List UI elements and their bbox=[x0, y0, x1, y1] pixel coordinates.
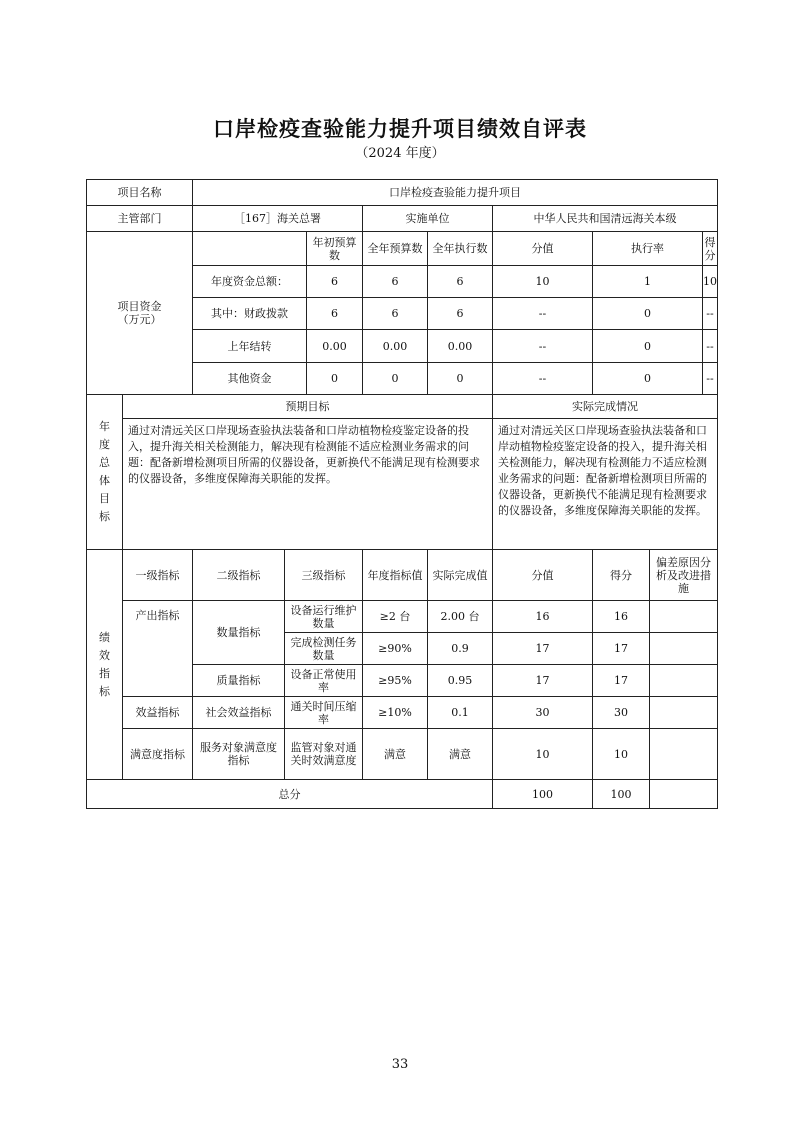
level2-social: 社会效益指标 bbox=[192, 696, 285, 729]
funds-label bbox=[86, 231, 193, 395]
funds-row-exec: 0.00 bbox=[427, 329, 493, 363]
funds-row-initial: 6 bbox=[306, 297, 363, 330]
dept-value: ［167］海关总署 bbox=[192, 205, 363, 232]
perf-row-deviation bbox=[649, 600, 718, 633]
perf-row-target: ≥2 台 bbox=[362, 600, 428, 633]
funds-row-score-value: -- bbox=[492, 362, 593, 395]
perf-row-deviation bbox=[649, 728, 718, 780]
project-name-label: 项目名称 bbox=[86, 179, 193, 206]
actual-text: 通过对清远关区口岸现场查验执法装备和口岸动植物检疫鉴定设备的投入，提升海关相关检测能力，解决现有检测能力不适应检测业务需求的问题：配备新增检测项目所需的仪器设备，更新换代不能满足现有检测要求的仪器设备，多维度保障海关职能的发挥。 bbox=[492, 418, 718, 550]
funds-row-annual: 0 bbox=[362, 362, 428, 395]
funds-row-annual: 0.00 bbox=[362, 329, 428, 363]
unit-label: 实施单位 bbox=[362, 205, 493, 232]
header-deviation: 偏差原因分析及改进措施 bbox=[649, 549, 718, 601]
perf-row-actual: 满意 bbox=[427, 728, 493, 780]
header-actual: 实际完成值 bbox=[427, 549, 493, 601]
perf-row-target: ≥90% bbox=[362, 632, 428, 665]
page-subtitle: （2024 年度） bbox=[355, 146, 445, 161]
total-score: 100 bbox=[592, 779, 650, 809]
perf-row-score-value: 30 bbox=[492, 696, 593, 729]
funds-row-initial: 6 bbox=[306, 265, 363, 298]
funds-row-score-value: 10 bbox=[492, 265, 593, 298]
header-perf-score: 得分 bbox=[592, 549, 650, 601]
funds-row-score: -- bbox=[702, 362, 718, 395]
header-perf-score-value: 分值 bbox=[492, 549, 593, 601]
funds-row-exec: 6 bbox=[427, 297, 493, 330]
perf-row-level3: 通关时间压缩率 bbox=[284, 696, 363, 729]
perf-row-score-value: 16 bbox=[492, 600, 593, 633]
funds-row-score: 10 bbox=[702, 265, 718, 298]
perf-row-score-value: 17 bbox=[492, 664, 593, 697]
header-level1: 一级指标 bbox=[122, 549, 193, 601]
funds-row-score: -- bbox=[702, 329, 718, 363]
project-name-value: 口岸检疫查验能力提升项目 bbox=[192, 179, 718, 206]
funds-label-line1: 项目资金 bbox=[117, 300, 162, 313]
funds-row-score: -- bbox=[702, 297, 718, 330]
total-value: 100 bbox=[492, 779, 593, 809]
funds-row-rate: 0 bbox=[592, 329, 703, 363]
expected-header: 预期目标 bbox=[122, 394, 493, 419]
level2-quality: 质量指标 bbox=[192, 664, 285, 697]
perf-row-score: 10 bbox=[592, 728, 650, 780]
perf-row-target: 满意 bbox=[362, 728, 428, 780]
funds-label-line2: （万元） bbox=[117, 313, 162, 326]
page-number: 33 bbox=[391, 1057, 409, 1072]
perf-row-actual: 2.00 台 bbox=[427, 600, 493, 633]
perf-row-score: 17 bbox=[592, 664, 650, 697]
perf-row-target: ≥95% bbox=[362, 664, 428, 697]
perf-row-score: 30 bbox=[592, 696, 650, 729]
perf-row-level3: 设备运行维护数量 bbox=[284, 600, 363, 633]
header-score-value: 分值 bbox=[492, 231, 593, 266]
unit-value: 中华人民共和国清远海关本级 bbox=[492, 205, 718, 232]
expected-text: 通过对清远关区口岸现场查验执法装备和口岸动植物检疫鉴定设备的投入，提升海关相关检测能力，解决现有检测能不适应检测业务需求的问题：配备新增检测项目所需的仪器设备，更新换代不能满足现有检测要求的仪器设备，多维度保障海关职能的发挥。 bbox=[122, 418, 493, 550]
perf-row-score-value: 10 bbox=[492, 728, 593, 780]
header-annual-budget: 全年预算数 bbox=[362, 231, 428, 266]
perf-row-deviation bbox=[649, 696, 718, 729]
perf-label-text: 绩效指标 bbox=[99, 630, 110, 698]
funds-row-score-value: -- bbox=[492, 329, 593, 363]
perf-row-level3: 设备正常使用率 bbox=[284, 664, 363, 697]
level2-service: 服务对象满意度指标 bbox=[192, 728, 285, 780]
perf-row-score-value: 17 bbox=[492, 632, 593, 665]
funds-row-initial: 0.00 bbox=[306, 329, 363, 363]
perf-row-score: 16 bbox=[592, 600, 650, 633]
header-level3: 三级指标 bbox=[284, 549, 363, 601]
funds-row-initial: 0 bbox=[306, 362, 363, 395]
funds-row-label: 上年结转 bbox=[192, 329, 307, 363]
perf-row-actual: 0.95 bbox=[427, 664, 493, 697]
header-annual-exec: 全年执行数 bbox=[427, 231, 493, 266]
funds-header-blank bbox=[192, 231, 307, 266]
funds-row-annual: 6 bbox=[362, 265, 428, 298]
level1-output: 产出指标 bbox=[122, 600, 193, 697]
perf-row-target: ≥10% bbox=[362, 696, 428, 729]
header-level2: 二级指标 bbox=[192, 549, 285, 601]
level1-benefit: 效益指标 bbox=[122, 696, 193, 729]
header-exec-rate: 执行率 bbox=[592, 231, 703, 266]
goals-label-text: 年度总体目标 bbox=[99, 420, 110, 523]
funds-row-score-value: -- bbox=[492, 297, 593, 330]
page-title: 口岸检疫查验能力提升项目绩效自评表 bbox=[213, 117, 587, 141]
perf-row-score: 17 bbox=[592, 632, 650, 665]
header-target: 年度指标值 bbox=[362, 549, 428, 601]
level1-satisfaction: 满意度指标 bbox=[122, 728, 193, 780]
perf-label bbox=[86, 549, 123, 780]
goals-label bbox=[86, 394, 123, 550]
perf-row-level3: 监管对象对通关时效满意度 bbox=[284, 728, 363, 780]
funds-row-exec: 6 bbox=[427, 265, 493, 298]
header-initial-budget: 年初预算数 bbox=[306, 231, 363, 266]
funds-row-label: 其中：财政拨款 bbox=[192, 297, 307, 330]
total-label: 总分 bbox=[86, 779, 493, 809]
funds-row-rate: 0 bbox=[592, 362, 703, 395]
perf-row-actual: 0.1 bbox=[427, 696, 493, 729]
level2-quantity: 数量指标 bbox=[192, 600, 285, 665]
perf-row-deviation bbox=[649, 632, 718, 665]
funds-row-annual: 6 bbox=[362, 297, 428, 330]
funds-row-exec: 0 bbox=[427, 362, 493, 395]
evaluation-table bbox=[86, 179, 718, 809]
header-score: 得分 bbox=[702, 231, 718, 266]
perf-row-deviation bbox=[649, 664, 718, 697]
dept-label: 主管部门 bbox=[86, 205, 193, 232]
perf-row-level3: 完成检测任务数量 bbox=[284, 632, 363, 665]
funds-row-rate: 1 bbox=[592, 265, 703, 298]
actual-header: 实际完成情况 bbox=[492, 394, 718, 419]
funds-row-label: 年度资金总额： bbox=[192, 265, 307, 298]
total-deviation-blank bbox=[649, 779, 718, 809]
perf-row-actual: 0.9 bbox=[427, 632, 493, 665]
funds-row-rate: 0 bbox=[592, 297, 703, 330]
funds-row-label: 其他资金 bbox=[192, 362, 307, 395]
